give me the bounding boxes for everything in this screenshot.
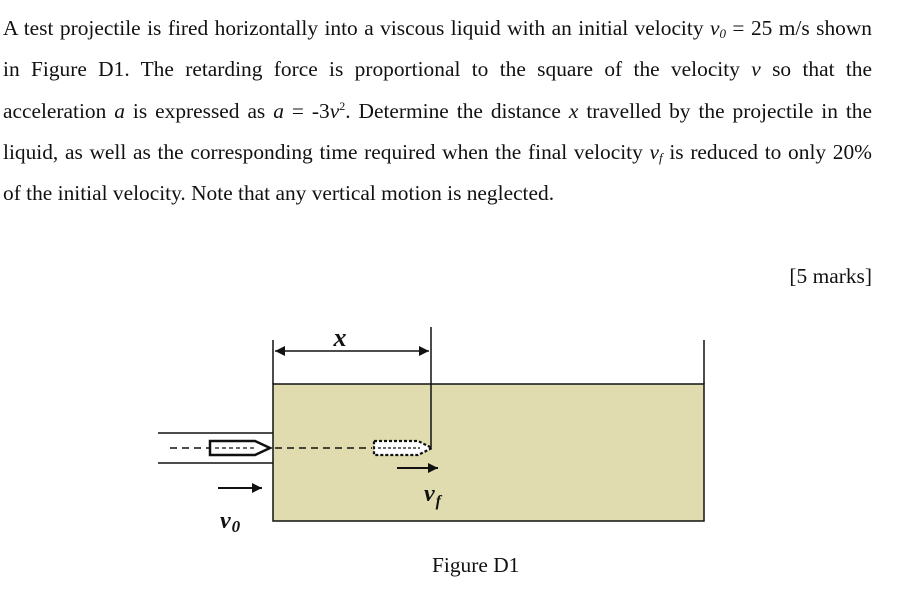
v0-subscript: 0 bbox=[719, 26, 726, 41]
problem-text-2: = 25 m/s shown in Figure D1. The retarding force is proportional to the square of the velocity bbox=[3, 16, 872, 82]
problem-text-3: so that the acceleration bbox=[3, 57, 872, 123]
problem-text-1: A test projectile is fired horizontally into a viscous liquid with an initial velocity bbox=[3, 16, 710, 40]
exponent: 2 bbox=[339, 98, 346, 113]
v-symbol: v bbox=[751, 57, 761, 82]
vf-subscript: f bbox=[659, 149, 663, 165]
v-symbol-equation: v bbox=[329, 98, 340, 123]
x-symbol: x bbox=[568, 98, 579, 123]
liquid-region bbox=[273, 384, 704, 521]
problem-text-8: is reduced to only 20% of the initial velocity. Note that any vertical motion is neglected. bbox=[3, 139, 872, 206]
problem-text-6: . Determine the distance bbox=[345, 98, 569, 123]
figure-caption: Figure D1 bbox=[432, 553, 520, 577]
problem-text-7: travelled by the projectile in the liquid, as well as the corresponding time required when the final velocity bbox=[3, 98, 872, 164]
a-symbol-equation: a bbox=[273, 98, 284, 123]
problem-text-5: = -3 bbox=[283, 98, 330, 123]
vf-symbol: v bbox=[649, 139, 660, 164]
x-label: x bbox=[333, 323, 347, 352]
v0-label: v0 bbox=[220, 508, 241, 536]
a-symbol: a bbox=[114, 98, 125, 123]
problem-text-4: is expressed as bbox=[124, 98, 274, 123]
marks-label: [5 marks] bbox=[789, 264, 872, 288]
vf-label: $v_f$ bbox=[424, 481, 441, 510]
v0-symbol: v bbox=[709, 16, 720, 40]
